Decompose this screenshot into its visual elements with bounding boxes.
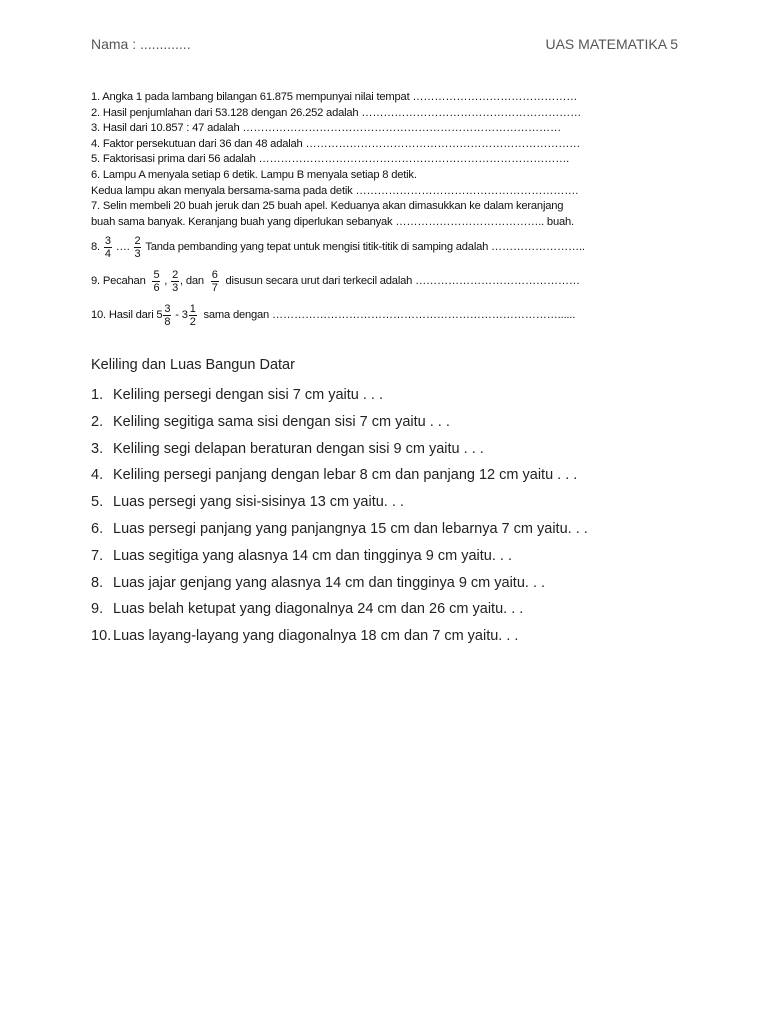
q8-fraction-1 [104, 235, 112, 260]
item-number: 6. [91, 520, 104, 537]
item-text: Luas belah ketupat yang diagonalnya 24 cm dan 26 cm yaitu. . . [113, 601, 524, 618]
q9-text: disusun secara urut dari terkecil adalah ……………………………………… [225, 274, 580, 287]
q10-text: sama dengan ……………………………………………………………………...... [203, 308, 576, 321]
item-number: 5. [91, 494, 104, 511]
q9-separator-2: , dan [180, 274, 204, 287]
item-text: Keliling segitiga sama sisi dengan sisi 7 cm yaitu . . . [113, 413, 450, 430]
q8-prefix: 8. [91, 240, 100, 253]
fraction-numerator: 2 [134, 234, 141, 247]
q9-prefix: 9. Pecahan [91, 274, 146, 287]
q8-text: Tanda pembanding yang tepat untuk mengisi titik-titik di samping adalah …………………….. [145, 240, 585, 253]
fraction-numerator: 2 [172, 268, 179, 281]
item-number: 10. [91, 628, 112, 645]
list-item [91, 516, 691, 543]
item-number: 2. [91, 413, 104, 430]
fraction-denominator: 3 [134, 247, 141, 260]
item-text: Luas segitiga yang alasnya 14 cm dan tingginya 9 cm yaitu. . . [113, 547, 512, 564]
item-number: 8. [91, 574, 104, 591]
list-item [91, 436, 691, 463]
item-number: 7. [91, 547, 104, 564]
q10-fraction-1 [163, 303, 171, 328]
fraction-denominator: 6 [153, 281, 160, 294]
fraction-numerator: 3 [164, 302, 171, 315]
list-item [91, 489, 691, 516]
question-3: 3. Hasil dari 10.857 : 47 adalah …………………………………………………………………………… [91, 122, 562, 135]
q8-fraction-2 [134, 235, 142, 260]
section-title: Keliling dan Luas Bangun Datar [91, 357, 295, 373]
item-text: Keliling segi delapan beraturan dengan sisi 9 cm yaitu . . . [113, 440, 484, 457]
question-10 [91, 298, 674, 332]
item-text: Keliling persegi dengan sisi 7 cm yaitu . . . [113, 387, 383, 403]
item-text: Luas layang-layang yang diagonalnya 18 cm dan 7 cm yaitu. . . [113, 628, 519, 645]
fraction-numerator: 6 [211, 268, 218, 281]
question-6-line-2: Kedua lampu akan menyala bersama-sama pada detik ……………………………………………………. [91, 184, 579, 197]
list-item [91, 543, 691, 570]
item-number: 4. [91, 467, 104, 484]
question-7-line-1: 7. Selin membeli 20 buah jeruk dan 25 buah apel. Keduanya akan dimasukkan ke dalam keranjang [91, 200, 564, 213]
question-9 [91, 264, 674, 298]
question-2: 2. Hasil penjumlahan dari 53.128 dengan 26.252 adalah …………………………………………………… [91, 106, 582, 119]
fraction-denominator: 7 [211, 281, 218, 294]
list-item [91, 462, 691, 489]
q10-fraction-2 [189, 303, 197, 328]
fraction-numerator: 5 [153, 268, 160, 281]
item-number: 3. [91, 440, 104, 457]
item-text: Luas jajar genjang yang alasnya 14 cm dan tingginya 9 cm yaitu. . . [113, 574, 546, 591]
fraction-numerator: 3 [104, 234, 111, 247]
item-text: Luas persegi yang sisi-sisinya 13 cm yaitu. . . [113, 494, 404, 511]
q8-blank: …. [115, 240, 130, 253]
q9-fraction-1 [152, 269, 160, 294]
q10-prefix: 10. Hasil dari 5 [91, 308, 163, 321]
item-number: 1. [91, 387, 104, 403]
fraction-numerator: 1 [189, 302, 196, 315]
item-text: Keliling persegi panjang dengan lebar 8 cm dan panjang 12 cm yaitu . . . [113, 467, 578, 484]
fraction-denominator: 8 [164, 315, 171, 328]
question-7-line-2: buah sama banyak. Keranjang buah yang diperlukan sebanyak ………………………………….. buah. [91, 215, 574, 228]
scanned-questions [91, 90, 674, 332]
list-item [91, 409, 691, 436]
list-item [91, 596, 691, 623]
question-1: 1. Angka 1 pada lambang bilangan 61.875 mempunyai nilai tempat ……………………………………… [91, 91, 578, 103]
question-8 [91, 230, 674, 264]
question-list [91, 382, 691, 650]
q9-fraction-2 [171, 269, 179, 294]
page-header [91, 36, 678, 52]
item-text: Luas persegi panjang yang panjangnya 15 cm dan lebarnya 7 cm yaitu. . . [113, 520, 588, 537]
fraction-denominator: 4 [104, 247, 111, 260]
q9-fraction-3 [211, 269, 219, 294]
q10-minus: - 3 [175, 308, 188, 321]
q9-separator-1: , [164, 274, 168, 287]
list-item [91, 382, 691, 409]
question-5: 5. Faktorisasi prima dari 56 adalah …………………………………………………………………………. [91, 153, 570, 166]
item-number: 9. [91, 601, 104, 618]
list-item [91, 570, 691, 597]
exam-title: UAS MATEMATIKA 5 [545, 36, 678, 52]
list-item [91, 623, 691, 650]
name-label: Nama : ............. [91, 36, 191, 52]
question-4: 4. Faktor persekutuan dari 36 dan 48 adalah ………………………………………………………………… [91, 137, 581, 150]
fraction-denominator: 2 [189, 315, 196, 328]
question-6-line-1: 6. Lampu A menyala setiap 6 detik. Lampu B menyala setiap 8 detik. [91, 168, 417, 181]
fraction-denominator: 3 [172, 281, 179, 294]
